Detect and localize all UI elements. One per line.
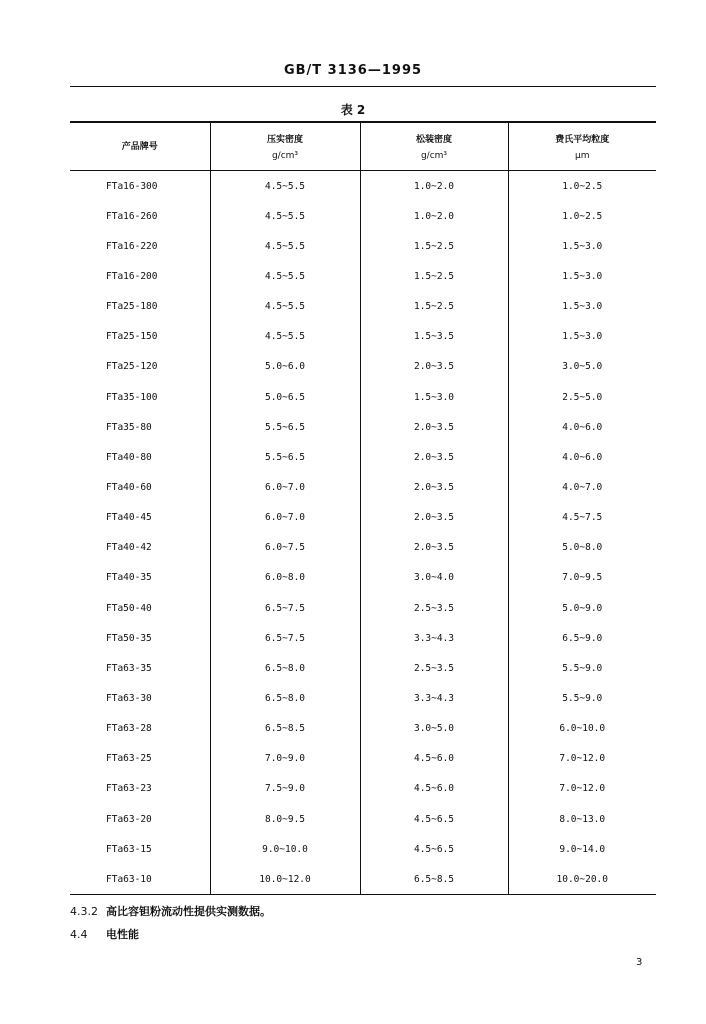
product-grade-cell: FTa25-120 xyxy=(106,361,158,373)
product-grade-cell: FTa63-15 xyxy=(106,843,152,855)
table-row xyxy=(70,834,656,864)
table-row xyxy=(70,352,656,382)
product-grade-cell: FTa40-60 xyxy=(106,481,152,493)
fisher-size-cell: 5.0~8.0 xyxy=(508,533,656,563)
bulk-density-cell: 1.5~2.5 xyxy=(360,261,508,291)
tap-density-cell: 4.5~5.5 xyxy=(210,292,360,322)
bulk-density-cell: 3.3~4.3 xyxy=(360,623,508,653)
table-row xyxy=(70,864,656,895)
table-row xyxy=(70,593,656,623)
bulk-density-cell: 3.0~4.0 xyxy=(360,563,508,593)
bulk-density-cell: 2.5~3.5 xyxy=(360,593,508,623)
product-grade-cell: FTa63-23 xyxy=(106,783,152,795)
tap-density-cell: 4.5~5.5 xyxy=(210,231,360,261)
bulk-density-cell: 3.0~5.0 xyxy=(360,714,508,744)
fisher-size-cell: 8.0~13.0 xyxy=(508,804,656,834)
fisher-size-cell: 9.0~14.0 xyxy=(508,834,656,864)
product-grade-cell: FTa25-150 xyxy=(106,331,158,343)
fisher-size-cell: 5.5~9.0 xyxy=(508,653,656,683)
fisher-size-cell: 1.5~3.0 xyxy=(508,322,656,352)
clause-flowability xyxy=(70,903,271,919)
fisher-size-cell: 1.5~3.0 xyxy=(508,292,656,322)
product-grade-cell: FTa25-180 xyxy=(106,301,158,313)
fisher-size-cell: 1.5~3.0 xyxy=(508,231,656,261)
bulk-density-cell: 6.5~8.5 xyxy=(360,864,508,895)
table-row xyxy=(70,503,656,533)
fisher-size-cell: 3.0~5.0 xyxy=(508,352,656,382)
product-grade-cell: FTa50-35 xyxy=(106,632,152,644)
product-grade-cell: FTa63-28 xyxy=(106,723,152,735)
fisher-size-cell: 1.0~2.5 xyxy=(508,171,656,202)
tap-density-cell: 6.5~8.5 xyxy=(210,714,360,744)
fisher-size-cell: 5.0~9.0 xyxy=(508,593,656,623)
tap-density-cell: 6.0~7.0 xyxy=(210,472,360,502)
table-row xyxy=(70,653,656,683)
header-bulk-density-label: 松装密度 xyxy=(415,134,452,145)
table-row xyxy=(70,714,656,744)
product-grade-cell: FTa63-30 xyxy=(106,692,152,704)
tap-density-cell: 5.0~6.5 xyxy=(210,382,360,412)
clause-text: 电性能 xyxy=(106,928,139,941)
table-caption: 表 2 xyxy=(340,103,366,117)
product-grade-cell: FTa16-200 xyxy=(106,270,158,282)
page-number: 3 xyxy=(636,957,643,968)
product-grade-cell: FTa40-45 xyxy=(106,512,152,524)
header-tap-density-unit: g/cm³ xyxy=(271,150,299,161)
tap-density-cell: 7.0~9.0 xyxy=(210,744,360,774)
bulk-density-cell: 1.5~2.5 xyxy=(360,292,508,322)
tap-density-cell: 6.0~8.0 xyxy=(210,563,360,593)
table-row xyxy=(70,292,656,322)
tap-density-cell: 6.5~8.0 xyxy=(210,683,360,713)
tap-density-cell: 4.5~5.5 xyxy=(210,261,360,291)
fisher-size-cell: 4.0~7.0 xyxy=(508,472,656,502)
tap-density-cell: 6.5~7.5 xyxy=(210,623,360,653)
bulk-density-cell: 1.0~2.0 xyxy=(360,201,508,231)
product-grade-cell: FTa35-80 xyxy=(106,421,152,433)
table-row xyxy=(70,774,656,804)
product-grade-cell: FTa40-42 xyxy=(106,542,152,554)
fisher-size-cell: 4.0~6.0 xyxy=(508,442,656,472)
table-row xyxy=(70,533,656,563)
product-grade-cell: FTa40-80 xyxy=(106,451,152,463)
table-row xyxy=(70,322,656,352)
table-row xyxy=(70,231,656,261)
product-grade-cell: FTa40-35 xyxy=(106,572,152,584)
bulk-density-cell: 2.0~3.5 xyxy=(360,352,508,382)
bulk-density-cell: 2.0~3.5 xyxy=(360,412,508,442)
table-header-row xyxy=(70,122,656,171)
product-grade-cell: FTa50-40 xyxy=(106,602,152,614)
header-fisher-size-label: 费氏平均粒度 xyxy=(555,134,610,145)
header-bulk-density xyxy=(360,122,508,171)
fisher-size-cell: 7.0~12.0 xyxy=(508,744,656,774)
bulk-density-cell: 1.5~2.5 xyxy=(360,231,508,261)
tap-density-cell: 8.0~9.5 xyxy=(210,804,360,834)
tap-density-cell: 6.0~7.5 xyxy=(210,533,360,563)
product-grade-cell: FTa16-220 xyxy=(106,240,158,252)
clause-text: 高比容钽粉流动性提供实测数据。 xyxy=(106,905,271,918)
clause-electrical xyxy=(70,926,139,942)
table-row xyxy=(70,744,656,774)
tap-density-cell: 5.5~6.5 xyxy=(210,442,360,472)
fisher-size-cell: 6.0~10.0 xyxy=(508,714,656,744)
bulk-density-cell: 1.5~3.0 xyxy=(360,382,508,412)
product-grade-cell: FTa16-260 xyxy=(106,210,158,222)
clause-number: 4.4 xyxy=(70,928,88,941)
tap-density-cell: 4.5~5.5 xyxy=(210,171,360,202)
header-bulk-density-unit: g/cm³ xyxy=(420,150,448,161)
header-product-label: 产品牌号 xyxy=(121,141,158,152)
tap-density-cell: 10.0~12.0 xyxy=(210,864,360,895)
table-row xyxy=(70,472,656,502)
header-divider xyxy=(70,86,656,87)
header-tap-density xyxy=(210,122,360,171)
product-grade-cell: FTa63-35 xyxy=(106,662,152,674)
powder-spec-table xyxy=(70,121,656,895)
product-grade-cell: FTa63-25 xyxy=(106,753,152,765)
bulk-density-cell: 2.0~3.5 xyxy=(360,533,508,563)
fisher-size-cell: 7.0~9.5 xyxy=(508,563,656,593)
bulk-density-cell: 2.0~3.5 xyxy=(360,503,508,533)
tap-density-cell: 4.5~5.5 xyxy=(210,201,360,231)
header-fisher-size xyxy=(508,122,656,171)
tap-density-cell: 4.5~5.5 xyxy=(210,322,360,352)
table-row xyxy=(70,171,656,202)
bulk-density-cell: 1.0~2.0 xyxy=(360,171,508,202)
tap-density-cell: 5.0~6.0 xyxy=(210,352,360,382)
product-grade-cell: FTa16-300 xyxy=(106,180,158,192)
table-row xyxy=(70,201,656,231)
tap-density-cell: 6.5~7.5 xyxy=(210,593,360,623)
bulk-density-cell: 3.3~4.3 xyxy=(360,683,508,713)
fisher-size-cell: 1.5~3.0 xyxy=(508,261,656,291)
bulk-density-cell: 4.5~6.0 xyxy=(360,744,508,774)
bulk-density-cell: 4.5~6.5 xyxy=(360,834,508,864)
tap-density-cell: 9.0~10.0 xyxy=(210,834,360,864)
table-row xyxy=(70,563,656,593)
bulk-density-cell: 2.0~3.5 xyxy=(360,442,508,472)
fisher-size-cell: 2.5~5.0 xyxy=(508,382,656,412)
product-grade-cell: FTa35-100 xyxy=(106,391,158,403)
bulk-density-cell: 2.5~3.5 xyxy=(360,653,508,683)
document-header: GB/T 3136—1995 xyxy=(283,63,423,78)
table-row xyxy=(70,804,656,834)
table-row xyxy=(70,261,656,291)
tap-density-cell: 6.5~8.0 xyxy=(210,653,360,683)
table-row xyxy=(70,382,656,412)
bulk-density-cell: 4.5~6.5 xyxy=(360,804,508,834)
table-row xyxy=(70,683,656,713)
bulk-density-cell: 2.0~3.5 xyxy=(360,472,508,502)
fisher-size-cell: 4.0~6.0 xyxy=(508,412,656,442)
header-product xyxy=(70,122,210,171)
table-row xyxy=(70,442,656,472)
fisher-size-cell: 1.0~2.5 xyxy=(508,201,656,231)
header-tap-density-label: 压实密度 xyxy=(266,134,303,145)
fisher-size-cell: 4.5~7.5 xyxy=(508,503,656,533)
clause-number: 4.3.2 xyxy=(70,905,98,918)
product-grade-cell: FTa63-20 xyxy=(106,813,152,825)
bulk-density-cell: 4.5~6.0 xyxy=(360,774,508,804)
tap-density-cell: 6.0~7.0 xyxy=(210,503,360,533)
table-row xyxy=(70,412,656,442)
fisher-size-cell: 5.5~9.0 xyxy=(508,683,656,713)
tap-density-cell: 7.5~9.0 xyxy=(210,774,360,804)
table-row xyxy=(70,623,656,653)
table-body xyxy=(70,171,656,895)
product-grade-cell: FTa63-10 xyxy=(70,864,210,895)
tap-density-cell: 5.5~6.5 xyxy=(210,412,360,442)
fisher-size-cell: 10.0~20.0 xyxy=(508,864,656,895)
fisher-size-cell: 7.0~12.0 xyxy=(508,774,656,804)
fisher-size-cell: 6.5~9.0 xyxy=(508,623,656,653)
header-fisher-size-unit: μm xyxy=(575,150,590,161)
bulk-density-cell: 1.5~3.5 xyxy=(360,322,508,352)
